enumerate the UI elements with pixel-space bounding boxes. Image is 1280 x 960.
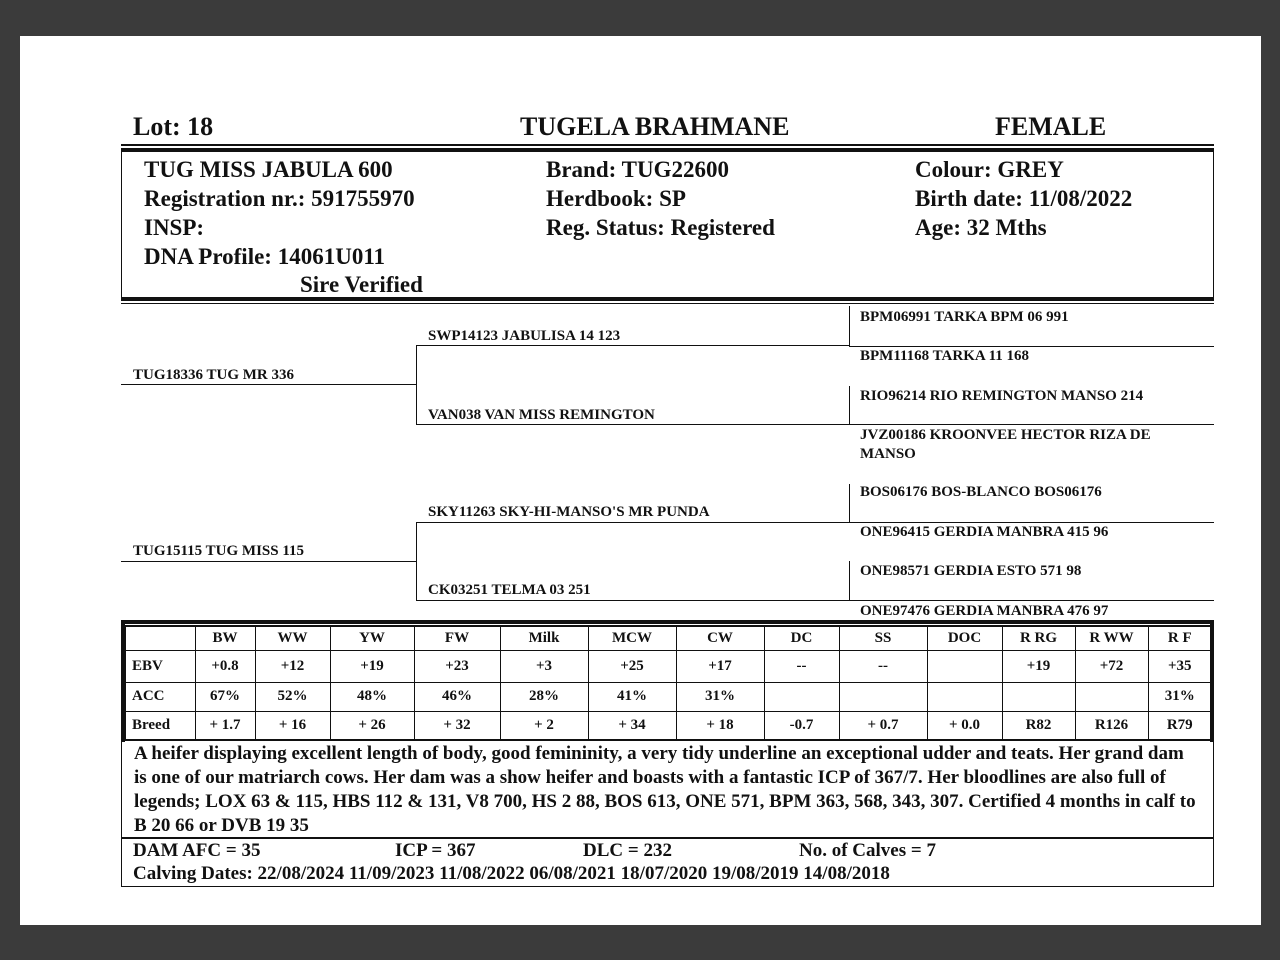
ebv-cell xyxy=(1075,682,1148,711)
ggp-8: ONE97476 GERDIA MANBRA 476 97 xyxy=(860,603,1109,619)
ebv-cell: +35 xyxy=(1148,651,1212,683)
sex-label: FEMALE xyxy=(995,112,1107,141)
ebv-cell: 28% xyxy=(500,682,588,711)
ebv-table xyxy=(124,625,1213,741)
ebv-cell: +17 xyxy=(676,651,764,683)
ebv-cell: 52% xyxy=(255,682,330,711)
info-box-left-border xyxy=(121,152,122,299)
ebv-row-header xyxy=(125,626,1212,651)
ggp-4-cont: MANSO xyxy=(860,446,916,462)
ebv-header-cell: R WW xyxy=(1075,626,1148,651)
catalogue-sheet xyxy=(20,36,1261,925)
pedigree-sire-sire: SWP14123 JABULISA 14 123 xyxy=(428,328,621,344)
brand: Brand: TUG22600 xyxy=(546,157,729,182)
ebv-cell xyxy=(764,682,839,711)
ebv-header-cell: R F xyxy=(1148,626,1212,651)
ggp-1-line xyxy=(849,346,1214,347)
pedigree-dam-dam: CK03251 TELMA 03 251 xyxy=(428,582,591,598)
age: Age: 32 Mths xyxy=(915,215,1047,240)
dam-dlc: DLC = 232 xyxy=(583,840,672,861)
ebv-row-breed xyxy=(125,711,1212,740)
ebv-cell: R79 xyxy=(1148,711,1212,740)
bracket-dd-top xyxy=(849,561,850,601)
ebv-cell: EBV xyxy=(125,651,195,683)
bracket-ss-top xyxy=(849,306,850,346)
ggp-2: BPM11168 TARKA 11 168 xyxy=(860,348,1030,364)
ebv-cell: R126 xyxy=(1075,711,1148,740)
ebv-header-cell: WW xyxy=(255,626,330,651)
bracket-ds-top xyxy=(849,484,850,523)
colour: Colour: GREY xyxy=(915,157,1064,182)
dna-profile: DNA Profile: 14061U011 xyxy=(144,244,386,269)
bracket-sd-top xyxy=(849,386,850,425)
ebv-cell: +0.8 xyxy=(195,651,255,683)
ggp-6: ONE96415 GERDIA MANBRA 415 96 xyxy=(860,524,1109,540)
ebv-cell: + 26 xyxy=(330,711,414,740)
insp-field: INSP: xyxy=(144,215,205,240)
ebv-cell: 41% xyxy=(588,682,676,711)
pedigree-sire: TUG18336 TUG MR 336 xyxy=(133,367,294,383)
calving-dates: Calving Dates: 22/08/2024 11/09/2023 11/08/2022 06/08/2021 18/07/2020 19/08/2019 14/08/2018 xyxy=(133,863,890,884)
ebv-cell: R82 xyxy=(1002,711,1075,740)
ebv-cell xyxy=(1002,682,1075,711)
lot-number: Lot: 18 xyxy=(133,112,214,141)
dam-icp: ICP = 367 xyxy=(395,840,476,861)
pedigree-dam-line xyxy=(121,561,416,562)
ebv-cell: +25 xyxy=(588,651,676,683)
herdbook: Herdbook: SP xyxy=(546,186,686,211)
dam-calves: No. of Calves = 7 xyxy=(799,840,936,861)
ebv-header-cell: MCW xyxy=(588,626,676,651)
ebv-cell: 67% xyxy=(195,682,255,711)
comment-box xyxy=(121,740,1214,838)
ebv-cell: + 32 xyxy=(414,711,500,740)
ebv-cell xyxy=(927,682,1002,711)
ebv-cell: +72 xyxy=(1075,651,1148,683)
ebv-cell: Breed xyxy=(125,711,195,740)
ggp-5-line xyxy=(849,522,1214,523)
ggp-5: BOS06176 BOS-BLANCO BOS06176 xyxy=(860,484,1102,500)
ebv-header-cell: SS xyxy=(839,626,927,651)
info-rule-top xyxy=(121,297,1214,301)
ebv-cell: + 2 xyxy=(500,711,588,740)
info-box-right-border xyxy=(1213,152,1214,299)
ebv-cell: + 18 xyxy=(676,711,764,740)
ebv-cell: + 16 xyxy=(255,711,330,740)
ebv-cell: 46% xyxy=(414,682,500,711)
ebv-header-cell xyxy=(125,626,195,651)
dam-stats-box xyxy=(121,838,1214,887)
ebv-cell: + 0.0 xyxy=(927,711,1002,740)
ebv-cell: -- xyxy=(764,651,839,683)
ebv-header-cell: DOC xyxy=(927,626,1002,651)
ebv-cell: +23 xyxy=(414,651,500,683)
ebv-cell: +12 xyxy=(255,651,330,683)
ebv-cell: 31% xyxy=(1148,682,1212,711)
ebv-cell: -0.7 xyxy=(764,711,839,740)
sire-verified: Sire Verified xyxy=(300,272,423,297)
ebv-cell: -- xyxy=(839,651,927,683)
comment-text: A heifer displaying excellent length of body, good femininity, a very tidy underline an exceptional udder and teats. Her grand dam is one of our matriarch cows. Her dam was a show heifer and boasts with a fantastic ICP of 367/7. Her bloodlines are also full of legends; LOX 63 & 115, HBS 112 & 131, V8 700, HS 2 88, BOS 613, ONE 571, BPM 363, 568, 343, 307. Certified 4 months in calf to B 20 66 or DVB 19 35 xyxy=(134,743,1196,836)
pedigree-sire-dam: VAN038 VAN MISS REMINGTON xyxy=(428,407,655,423)
ggp-1: BPM06991 TARKA BPM 06 991 xyxy=(860,309,1069,325)
ebv-header-cell: CW xyxy=(676,626,764,651)
registration-number: Registration nr.: 591755970 xyxy=(144,186,415,211)
reg-status: Reg. Status: Registered xyxy=(546,215,775,240)
ebv-row-ebv xyxy=(125,651,1212,683)
pedigree-sire-dam-line xyxy=(416,424,849,425)
header-rule-top xyxy=(121,144,1214,146)
ebv-cell: ACC xyxy=(125,682,195,711)
birth-date: Birth date: 11/08/2022 xyxy=(915,186,1133,211)
ebv-cell: 48% xyxy=(330,682,414,711)
ebv-rule xyxy=(121,620,1214,624)
ggp-7: ONE98571 GERDIA ESTO 571 98 xyxy=(860,563,1082,579)
bracket-sire xyxy=(416,345,417,424)
info-rule-bottom xyxy=(121,303,1214,304)
breeder-name: TUGELA BRAHMANE xyxy=(520,112,790,141)
pedigree-sire-sire-line xyxy=(416,345,849,346)
ggp-3-line xyxy=(849,424,1214,425)
ebv-header-cell: BW xyxy=(195,626,255,651)
bracket-dam xyxy=(416,523,417,600)
ebv-cell: + 1.7 xyxy=(195,711,255,740)
animal-name: TUG MISS JABULA 600 xyxy=(144,157,393,182)
ebv-header-cell: R RG xyxy=(1002,626,1075,651)
ggp-7-line xyxy=(849,600,1214,601)
pedigree-dam: TUG15115 TUG MISS 115 xyxy=(133,543,305,559)
pedigree-dam-dam-line xyxy=(416,600,849,601)
ebv-cell: +3 xyxy=(500,651,588,683)
ebv-cell: + 34 xyxy=(588,711,676,740)
pedigree-sire-line xyxy=(121,384,416,385)
dam-afc: DAM AFC = 35 xyxy=(133,840,261,861)
ebv-cell: +19 xyxy=(1002,651,1075,683)
ebv-header-cell: Milk xyxy=(500,626,588,651)
ebv-cell xyxy=(927,651,1002,683)
ebv-cell: +19 xyxy=(330,651,414,683)
ebv-row-acc xyxy=(125,682,1212,711)
header-rule-bottom xyxy=(121,148,1214,152)
ebv-cell xyxy=(839,682,927,711)
pedigree-dam-sire: SKY11263 SKY-HI-MANSO'S MR PUNDA xyxy=(428,504,710,520)
ebv-header-cell: YW xyxy=(330,626,414,651)
ebv-header-cell: DC xyxy=(764,626,839,651)
ebv-cell: 31% xyxy=(676,682,764,711)
pedigree-dam-sire-line xyxy=(416,522,849,523)
ggp-4: JVZ00186 KROONVEE HECTOR RIZA DE xyxy=(860,427,1151,443)
ebv-cell: + 0.7 xyxy=(839,711,927,740)
ebv-header-cell: FW xyxy=(414,626,500,651)
ggp-3: RIO96214 RIO REMINGTON MANSO 214 xyxy=(860,388,1144,404)
